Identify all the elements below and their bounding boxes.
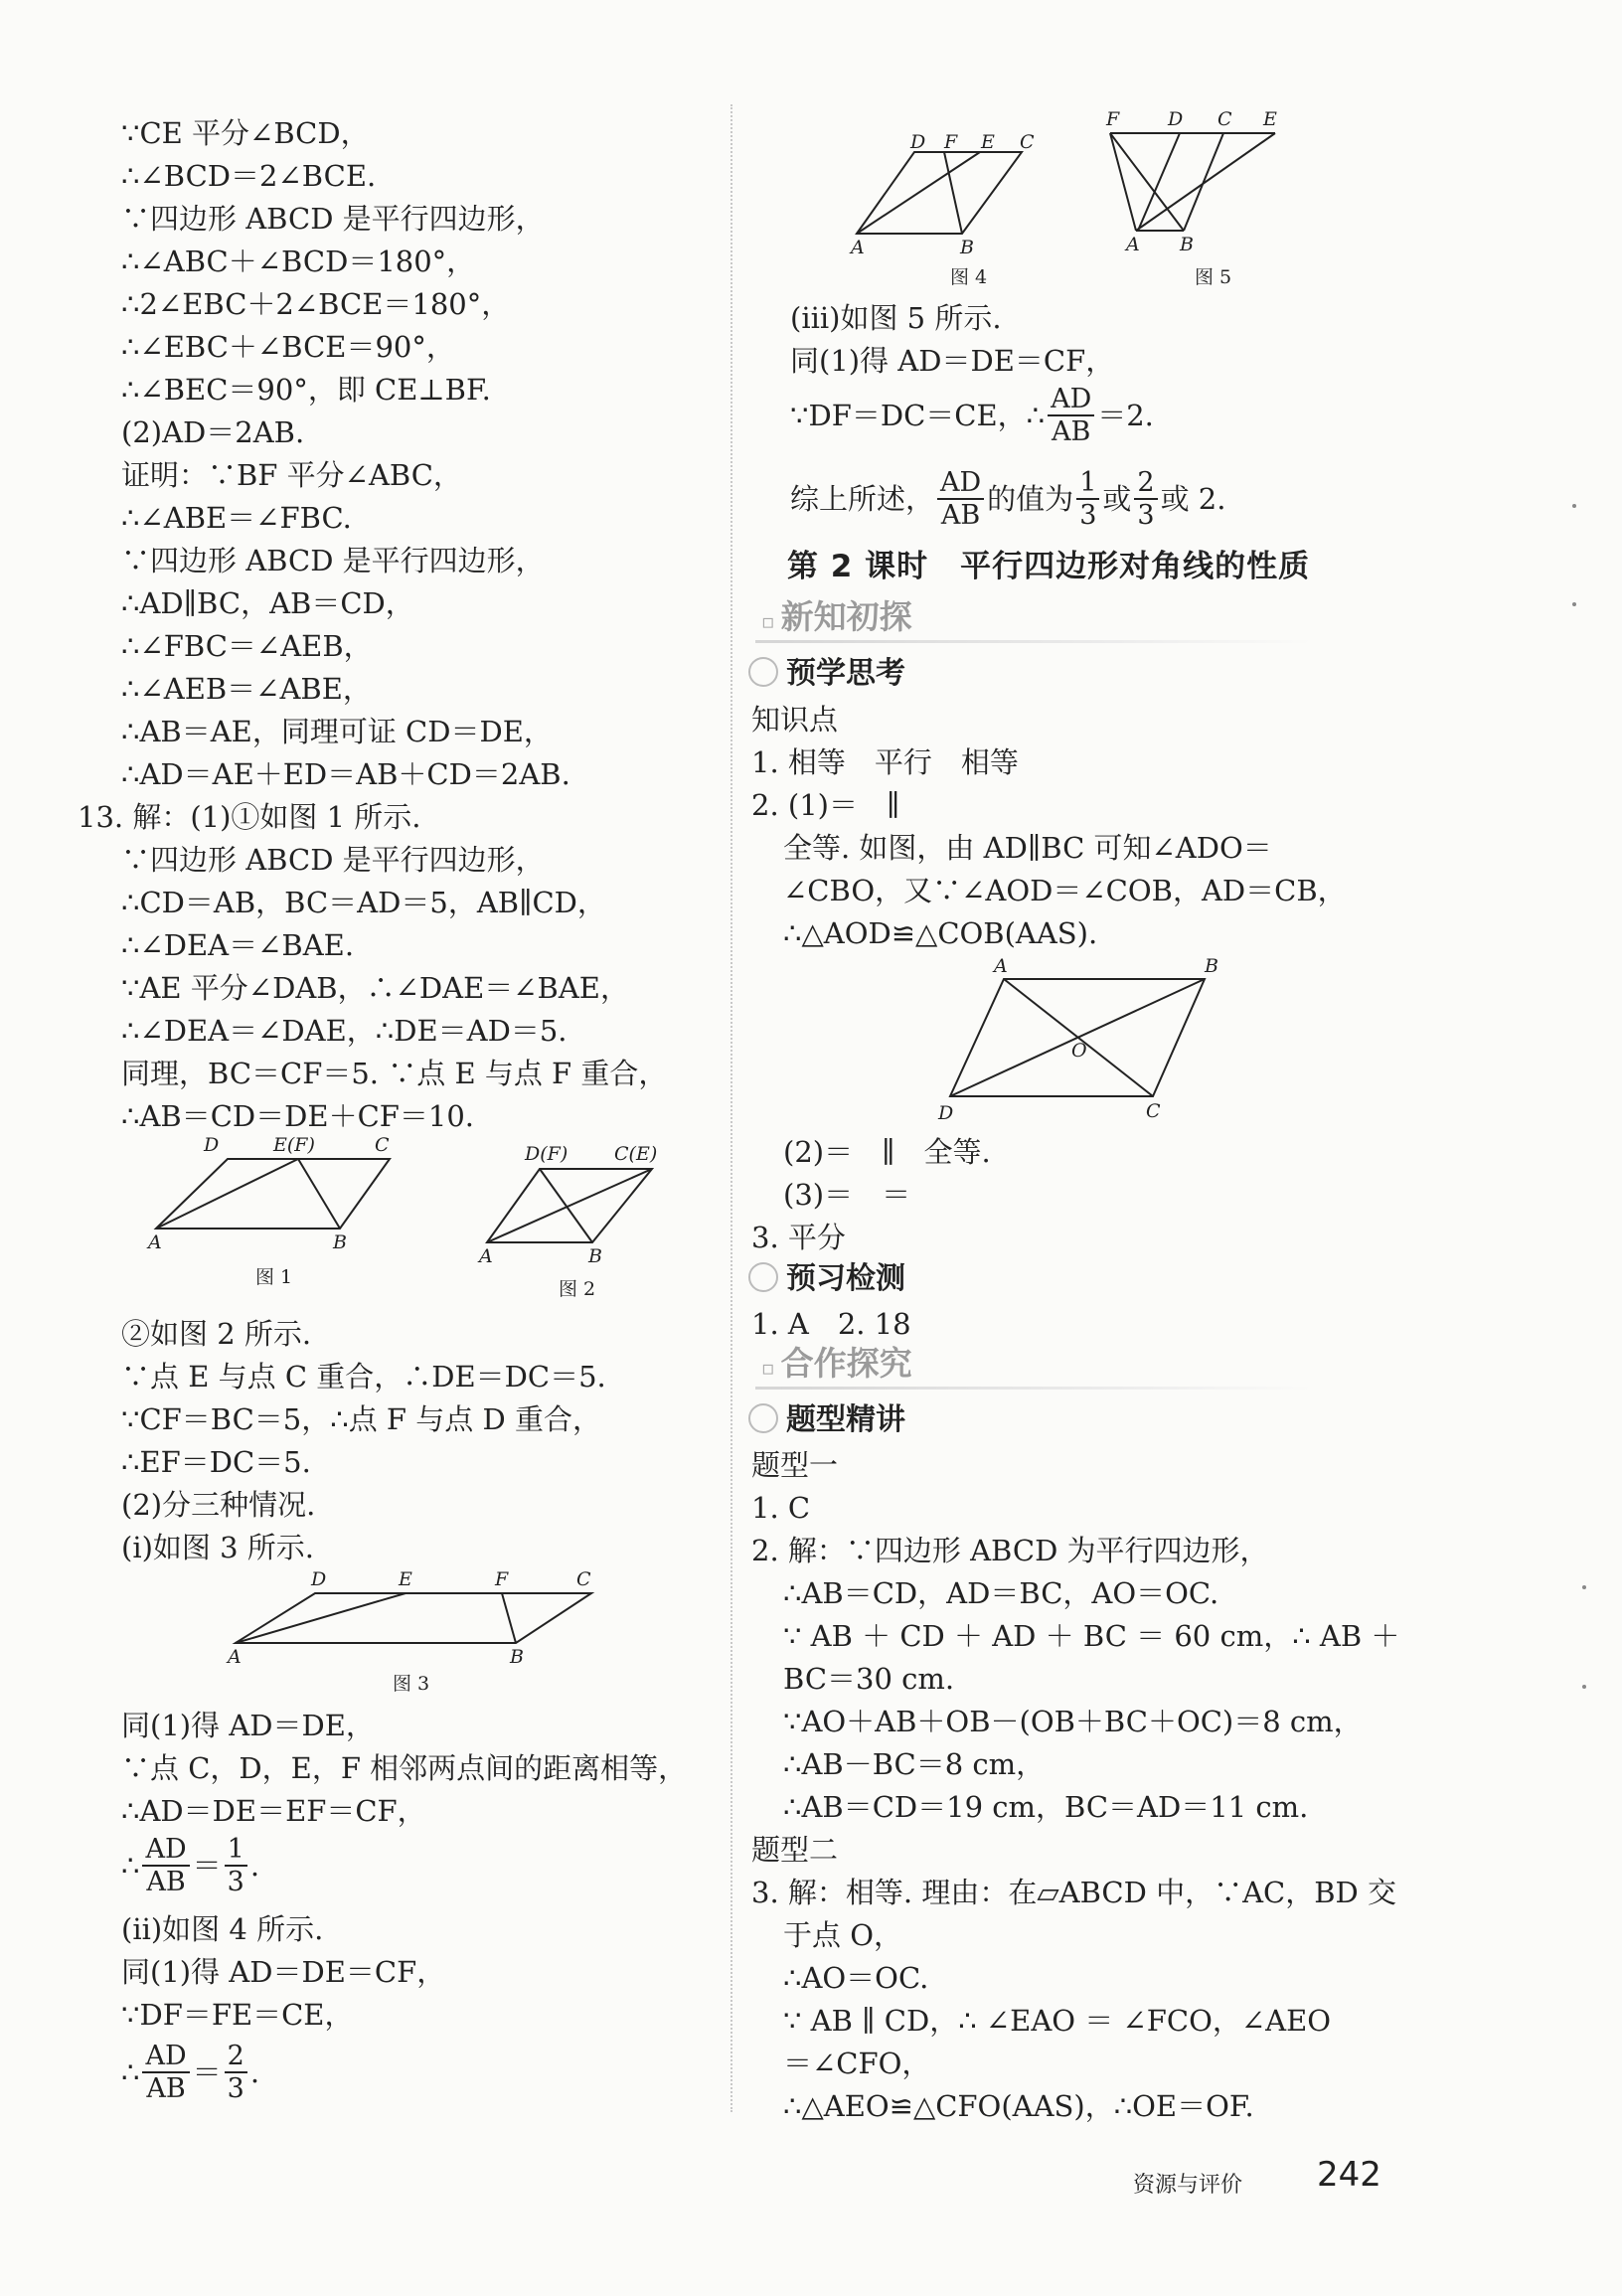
- fig6-label-a: A: [994, 955, 1008, 977]
- fig6-label-d: D: [938, 1102, 954, 1124]
- text-line: ∴∠FBC＝∠AEB，: [121, 629, 373, 663]
- fig1-label-b: B: [333, 1231, 347, 1250]
- text-line: 证明：∵BF 平分∠ABC，: [121, 458, 462, 492]
- text-line: ∴∠BCD＝2∠BCE.: [121, 159, 377, 193]
- fig5-label-b: B: [1180, 234, 1194, 255]
- text-line: ∴AB＝AE，同理可证 CD＝DE，: [121, 715, 553, 748]
- fig5-label-e: E: [1263, 108, 1277, 130]
- banner-marker-icon: ▫: [761, 1356, 775, 1380]
- text-line: ∴EF＝DC＝5.: [121, 1445, 311, 1479]
- text-line: (2)AD＝2AB.: [121, 415, 305, 449]
- lesson-title: 第 2 课时 平行四边形对角线的性质: [787, 549, 1311, 584]
- fig2-label-ce: C(E): [614, 1143, 658, 1165]
- text-line: 同(1)得 AD＝DE＝CF，: [121, 1955, 446, 1989]
- fig6-label-b: B: [1205, 955, 1218, 977]
- section-banner-cooperation: ▫ 合作探究: [761, 1344, 912, 1383]
- fig3-label-d: D: [311, 1568, 327, 1590]
- text-line: ∴AD＝DE＝EF＝CF，: [121, 1794, 426, 1828]
- person-icon: [748, 657, 778, 687]
- text-line: ∴∠ABC＋∠BCD＝180°，: [121, 245, 476, 278]
- figure-4: [845, 127, 1044, 261]
- fig6-label-c: C: [1146, 1100, 1161, 1122]
- text-line: ∵四边形 ABCD 是平行四边形，: [121, 202, 545, 236]
- section-banner-new-knowledge: ▫ 新知初探: [761, 597, 912, 636]
- fig5-label-d: D: [1168, 108, 1184, 130]
- fig1-label-c: C: [375, 1134, 390, 1156]
- text-line: 3. 平分: [751, 1221, 846, 1254]
- text-line: 题型二: [751, 1833, 839, 1867]
- figure-5: [1098, 107, 1282, 256]
- text-line: ∴AD＝AE＋ED＝AB＋CD＝2AB.: [121, 757, 570, 791]
- text-line: 1. C: [751, 1491, 811, 1525]
- fig4-label-f: F: [944, 131, 958, 153]
- fig2-label-b: B: [588, 1245, 602, 1265]
- fig4-label-b: B: [960, 237, 974, 258]
- figure-2-caption: 图 2: [559, 1278, 596, 1300]
- figure-3: [224, 1563, 601, 1668]
- fig4-label-e: E: [981, 131, 995, 153]
- text-line: ∵ AB ＋ CD ＋ AD ＋ BC ＝ 60 cm，∴ AB ＋: [783, 1619, 1400, 1653]
- text-line: ②如图 2 所示.: [121, 1317, 312, 1351]
- figure-1-caption: 图 1: [255, 1266, 293, 1288]
- figure-6: [934, 954, 1222, 1128]
- text-line: 全等. 如图，由 AD∥BC 可知∠ADO＝: [783, 831, 1272, 865]
- fig1-label-ef: E(F): [273, 1134, 315, 1156]
- text-line: ∴AO＝OC.: [783, 1961, 929, 1995]
- fig4-label-a: A: [851, 237, 865, 258]
- text-line: BC＝30 cm.: [783, 1662, 955, 1696]
- fig5-label-f: F: [1106, 108, 1120, 130]
- text-line: ∴AB＝CD＝DE＋CF＝10.: [121, 1099, 474, 1133]
- text-line: ∵四边形 ABCD 是平行四边形，: [121, 544, 545, 577]
- fraction-line-2: ∴ $\frac{AD}{AB}$ ＝ $\frac{2}{3}$ .: [121, 2041, 260, 2104]
- text-line: ＝∠CFO，: [783, 2047, 931, 2080]
- text-line: (3)＝ ＝: [783, 1178, 911, 1212]
- text-line: ∴△AOD≌△COB(AAS).: [783, 916, 1098, 950]
- text-line: ∵AO＋AB＋OB－(OB＋BC＋OC)＝8 cm，: [783, 1705, 1363, 1738]
- margin-mark: [1582, 1685, 1586, 1689]
- banner-underline: [755, 640, 1312, 643]
- text-line: (i)如图 3 所示.: [121, 1531, 315, 1564]
- figure-4-caption: 图 4: [950, 266, 988, 288]
- column-divider: [730, 104, 732, 2112]
- text-line: ∴CD＝AB，BC＝AD＝5，AB∥CD，: [121, 886, 606, 919]
- fig1-label-a: A: [148, 1231, 162, 1250]
- fig3-label-a: A: [228, 1646, 242, 1668]
- text-line: ∴△AEO≌△CFO(AAS)，∴OE＝OF.: [783, 2089, 1254, 2123]
- text-line: 于点 O，: [783, 1918, 902, 1952]
- text-line: (ii)如图 4 所示.: [121, 1912, 324, 1946]
- subsection-preview-thinking: 预学思考: [748, 654, 905, 694]
- text-line: 1. A 2. 18: [751, 1307, 911, 1341]
- banner-marker-icon: ▫: [761, 609, 775, 633]
- text-line: ∴AB＝CD＝19 cm，BC＝AD＝11 cm.: [783, 1790, 1309, 1824]
- text-line: ∴∠BEC＝90°，即 CE⊥BF.: [121, 373, 491, 407]
- text-line: ∴AB＝CD，AD＝BC，AO＝OC.: [783, 1576, 1219, 1610]
- text-line: ∵点 C，D，E，F 相邻两点间的距离相等，: [121, 1751, 688, 1785]
- text-line: ∵四边形 ABCD 是平行四边形，: [121, 843, 545, 877]
- subsection-preview-check: 预习检测: [748, 1259, 905, 1299]
- text-line: (2)分三种情况.: [121, 1488, 316, 1522]
- text-line: ∵DF＝FE＝CE，: [121, 1998, 354, 2032]
- text-line: ∵AE 平分∠DAB，∴∠DAE＝∠BAE，: [121, 971, 629, 1005]
- fig3-label-c: C: [576, 1568, 591, 1590]
- fraction-line-1: ∴ $\frac{AD}{AB}$ ＝ $\frac{1}{3}$ .: [121, 1834, 260, 1897]
- text-line: (2)＝ ∥ 全等.: [783, 1135, 991, 1169]
- text-line: ∴∠ABE＝∠FBC.: [121, 501, 352, 535]
- text-line: (iii)如图 5 所示.: [790, 301, 1002, 335]
- text-line: ∵ AB ∥ CD，∴ ∠EAO ＝ ∠FCO，∠AEO: [783, 2004, 1332, 2038]
- pencil-icon: [748, 1262, 778, 1292]
- text-line: ∴∠DEA＝∠DAE，∴DE＝AD＝5.: [121, 1014, 568, 1048]
- text-line: 2. (1)＝ ∥: [751, 788, 900, 822]
- page-number: 242: [1317, 2155, 1381, 2195]
- text-line: 同理，BC＝CF＝5. ∵点 E 与点 F 重合，: [121, 1057, 668, 1090]
- book-icon: [748, 1403, 778, 1433]
- text-line: 1. 相等 平行 相等: [751, 745, 1019, 779]
- margin-mark: [1572, 504, 1576, 508]
- text-line: ∴2∠EBC＋2∠BCE＝180°，: [121, 287, 511, 321]
- text-line: 同(1)得 AD＝DE，: [121, 1709, 375, 1742]
- fig2-label-df: D(F): [525, 1143, 568, 1165]
- text-line: ∵点 E 与点 C 重合，∴DE＝DC＝5.: [121, 1360, 606, 1394]
- fig3-label-f: F: [495, 1568, 509, 1590]
- fig1-label-d: D: [204, 1134, 220, 1156]
- fig4-label-d: D: [910, 131, 926, 153]
- text-line: ∴AD∥BC，AB＝CD，: [121, 586, 414, 620]
- margin-mark: [1582, 1585, 1586, 1589]
- text-line: 3. 解：相等. 理由：在▱ABCD 中，∵AC，BD 交: [751, 1876, 1396, 1909]
- text-line: ∵CF＝BC＝5，∴点 F 与点 D 重合，: [121, 1402, 601, 1436]
- banner-underline: [755, 1387, 1312, 1390]
- text-line: 2. 解：∵四边形 ABCD 为平行四边形，: [751, 1534, 1269, 1567]
- fig6-label-o: O: [1071, 1040, 1087, 1062]
- figure-5-caption: 图 5: [1195, 266, 1232, 288]
- fig4-label-c: C: [1020, 131, 1035, 153]
- text-line: 知识点: [751, 703, 839, 737]
- text-line: 题型一: [751, 1448, 839, 1482]
- footer-title: 资源与评价: [1133, 2173, 1243, 2198]
- figure-2: [475, 1136, 684, 1265]
- text-line: ∴∠EBC＋∠BCE＝90°，: [121, 330, 455, 364]
- figure-3-caption: 图 3: [393, 1673, 430, 1695]
- summary-line: 综上所述， $\frac{AD}{AB}$ 的值为 $\frac{1}{3}$ 或 $\frac{2}{3}$ 或 2.: [790, 467, 1226, 531]
- text-line: 同(1)得 AD＝DE＝CF，: [790, 344, 1115, 378]
- figure-1: [144, 1131, 403, 1250]
- fig5-label-a: A: [1126, 234, 1140, 255]
- fig3-label-e: E: [399, 1568, 412, 1590]
- text-line: ∠CBO，又∵∠AOD＝∠COB，AD＝CB，: [783, 874, 1347, 907]
- fraction-line-3: ∵DF＝DC＝CE，∴ $\frac{AD}{AB}$ ＝2.: [790, 384, 1154, 447]
- text-line: ∴AB－BC＝8 cm，: [783, 1747, 1046, 1781]
- text-line: ∴∠DEA＝∠BAE.: [121, 928, 355, 962]
- fig5-label-c: C: [1217, 108, 1232, 130]
- text-line: 13. 解：(1)①如图 1 所示.: [78, 800, 421, 834]
- fig2-label-a: A: [479, 1245, 493, 1265]
- margin-mark: [1572, 602, 1576, 606]
- text-line: ∵CE 平分∠BCD，: [121, 116, 370, 150]
- subsection-question-types: 题型精讲: [748, 1400, 905, 1440]
- fig3-label-b: B: [510, 1646, 524, 1668]
- text-line: ∴∠AEB＝∠ABE，: [121, 672, 372, 706]
